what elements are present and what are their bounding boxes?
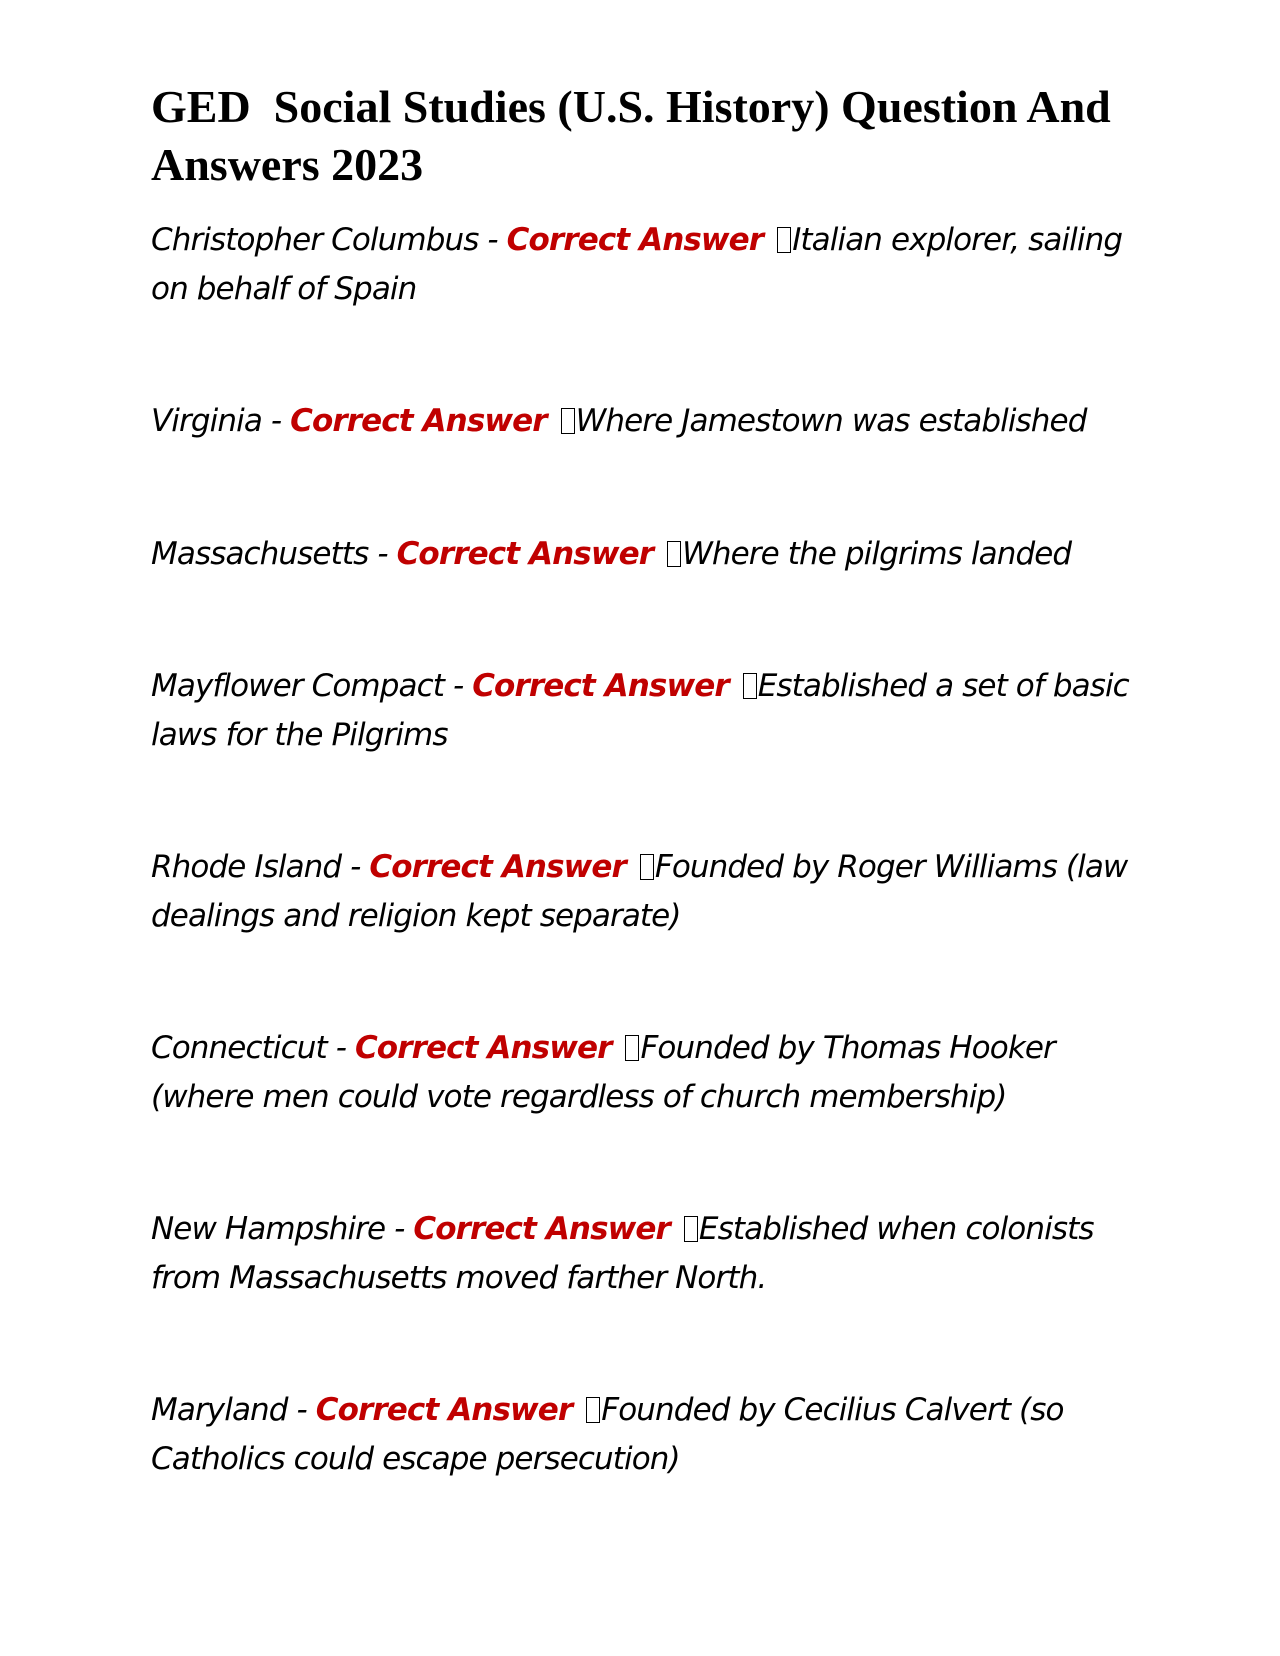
qa-term: Maryland xyxy=(151,1392,288,1428)
qa-item xyxy=(151,530,1131,579)
qa-term: Rhode Island xyxy=(151,849,342,885)
qa-term: Connecticut xyxy=(151,1030,327,1066)
qa-term: Mayflower Compact xyxy=(151,668,444,704)
qa-description: Italian explorer, sailing on behalf of Spain xyxy=(151,222,1132,307)
qa-description: Where Jamestown was established xyxy=(575,403,1087,439)
qa-separator: - xyxy=(341,849,370,885)
missing-glyph-box-icon xyxy=(684,1216,698,1242)
correct-answer-label: Correct Answer xyxy=(290,403,547,439)
qa-description: Established a set of basic laws for the Pilgrims xyxy=(151,668,1138,753)
qa-separator: - xyxy=(478,222,507,258)
qa-separator: - xyxy=(287,1392,316,1428)
correct-answer-label: Correct Answer xyxy=(369,849,626,885)
missing-glyph-box-icon xyxy=(561,408,575,434)
missing-glyph-box-icon xyxy=(667,541,681,567)
missing-glyph-box-icon xyxy=(625,1035,639,1061)
qa-item xyxy=(151,1024,1131,1122)
qa-item xyxy=(151,216,1131,314)
qa-separator: - xyxy=(444,668,473,704)
qa-description: Founded by Roger Williams (law dealings and religion kept separate) xyxy=(151,849,1137,934)
qa-item xyxy=(151,662,1138,760)
qa-description: Established when colonists from Massachusetts moved farther North. xyxy=(151,1211,1103,1296)
correct-answer-label: Correct Answer xyxy=(396,536,654,572)
qa-separator: - xyxy=(326,1030,355,1066)
qa-description: Founded by Thomas Hooker (where men could vote regardless of church membership) xyxy=(151,1030,1064,1115)
qa-term: Massachusetts xyxy=(151,536,369,572)
missing-glyph-box-icon xyxy=(586,1397,600,1423)
qa-separator: - xyxy=(261,403,291,439)
correct-answer-label: Correct Answer xyxy=(472,668,729,704)
document-title: GED Social Studies (U.S. History) Question And Answers 2023 xyxy=(151,81,1120,190)
correct-answer-label: Correct Answer xyxy=(315,1392,573,1428)
qa-description: Where the pilgrims landed xyxy=(682,536,1072,572)
correct-answer-label: Correct Answer xyxy=(506,222,764,258)
qa-separator: - xyxy=(368,536,397,572)
missing-glyph-box-icon xyxy=(640,854,654,880)
missing-glyph-box-icon xyxy=(777,227,791,253)
qa-separator: - xyxy=(385,1211,414,1247)
qa-term: New Hampshire xyxy=(151,1211,386,1247)
qa-item xyxy=(151,1386,1131,1484)
qa-description: Founded by Cecilius Calvert (so Catholics could escape persecution) xyxy=(151,1392,1073,1477)
correct-answer-label: Correct Answer xyxy=(354,1030,612,1066)
qa-term: Christopher Columbus xyxy=(151,222,479,258)
qa-item xyxy=(151,1205,1131,1303)
qa-term: Virginia xyxy=(151,403,262,439)
missing-glyph-box-icon xyxy=(743,673,757,699)
qa-item xyxy=(151,843,1137,941)
correct-answer-label: Correct Answer xyxy=(413,1211,670,1247)
qa-item xyxy=(151,397,1131,446)
